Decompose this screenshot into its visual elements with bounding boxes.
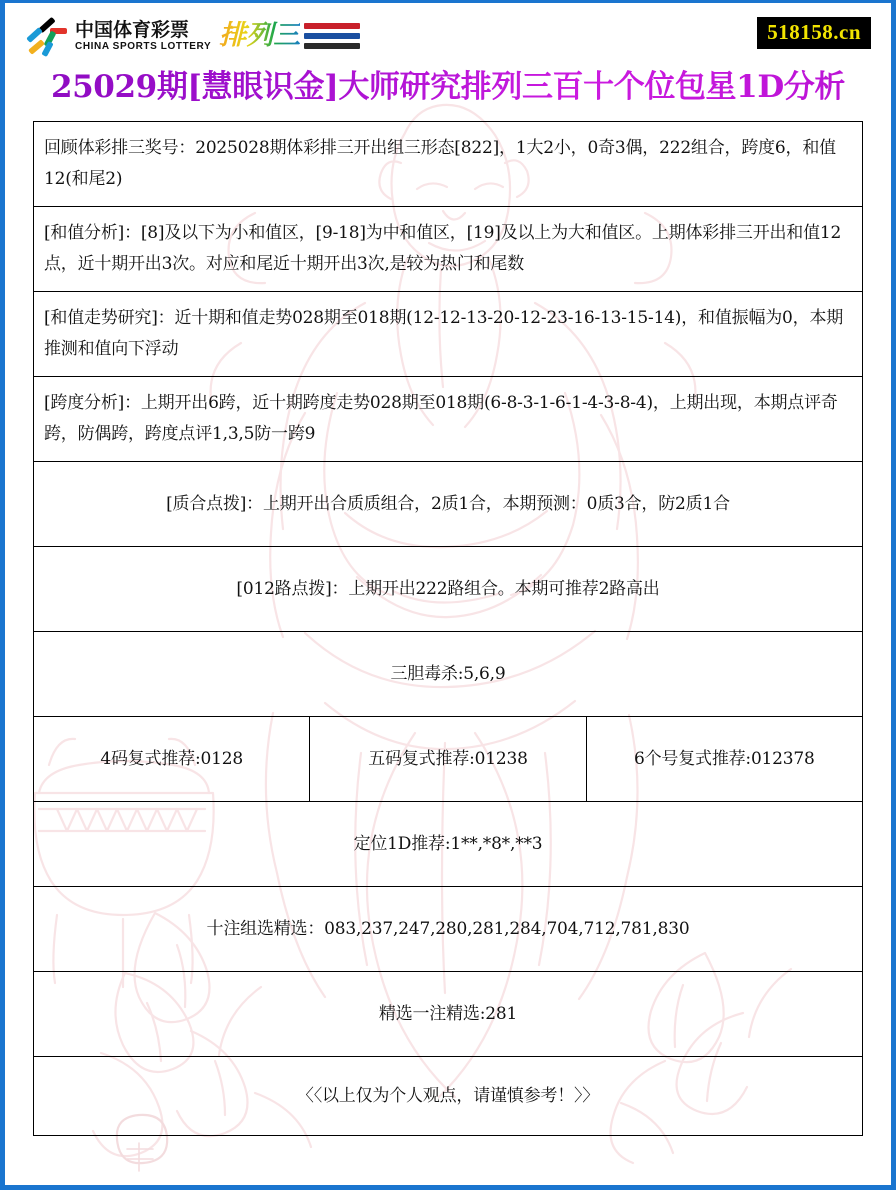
- table-row: [34, 802, 863, 887]
- cell-three-kill: 三胆毒杀:5,6,9: [34, 632, 863, 717]
- table-row: [34, 632, 863, 717]
- cell-sum-trend: [和值走势研究]：近十期和值走势028期至018期(12-12-13-20-12-23-16-13-15-14)，和值振幅为0，本期推测和值向下浮动: [34, 292, 863, 377]
- table-row: [34, 717, 863, 802]
- sports-lottery-mark-icon: [25, 16, 69, 56]
- logo-text-block: [75, 20, 211, 53]
- cell-route-012: [012路点拨]：上期开出222路组合。本期可推荐2路高出: [34, 547, 863, 632]
- cell-position-1d: 定位1D推荐:1**,*8*,**3: [34, 802, 863, 887]
- cell-sum-analysis: [和值分析]：[8]及以下为小和值区，[9-18]为中和值区，[19]及以上为大和值区。上期体彩排三开出和值12点，近十期开出3次。对应和尾近十期开出3次,是较为热门和尾数: [34, 207, 863, 292]
- page-title: 25029期[慧眼识金]大师研究排列三百十个位包星1D分析: [5, 65, 891, 113]
- cell-rec-4code: 4码复式推荐:0128: [34, 717, 310, 802]
- cell-rec-6code: 6个号复式推荐:012378: [586, 717, 862, 802]
- table-row: [34, 972, 863, 1057]
- table-row: [34, 1057, 863, 1136]
- cell-ten-groups: 十注组选精选：083,237,247,280,281,284,704,712,781,830: [34, 887, 863, 972]
- table-row: [34, 547, 863, 632]
- analysis-table: [33, 121, 863, 1136]
- site-domain-badge: 518158.cn: [757, 17, 871, 49]
- cell-rec-5code: 五码复式推荐:01238: [310, 717, 586, 802]
- logo-stripes-icon: [304, 16, 360, 56]
- cell-prime-composite: [质合点拨]：上期开出合质质组合，2质1合，本期预测：0质3合，防2质1合: [34, 462, 863, 547]
- lottery-logo: [25, 15, 360, 57]
- logo-english-name: CHINA SPORTS LOTTERY: [75, 40, 212, 52]
- table-row: [34, 292, 863, 377]
- cell-review: 回顾体彩排三奖号：2025028期体彩排三开出组三形态[822]，1大2小，0奇3偶，222组合，跨度6，和值12(和尾2): [34, 122, 863, 207]
- table-row: [34, 122, 863, 207]
- analysis-table-wrapper: [33, 121, 863, 1136]
- table-row: [34, 207, 863, 292]
- cell-span-analysis: [跨度分析]：上期开出6跨，近十期跨度走势028期至018期(6-8-3-1-6-1-4-3-8-4)，上期出现，本期点评奇跨，防偶跨，跨度点评1,3,5防一跨9: [34, 377, 863, 462]
- table-row: [34, 887, 863, 972]
- table-row: [34, 462, 863, 547]
- logo-chinese-name: 中国体育彩票: [75, 18, 190, 41]
- table-row: [34, 377, 863, 462]
- cell-disclaimer: 〈〈以上仅为个人观点，请谨慎参考！〉〉: [34, 1057, 863, 1136]
- site-header: [5, 3, 891, 65]
- logo-game-name: 排列三: [219, 16, 300, 56]
- cell-single-pick: 精选一注精选:281: [34, 972, 863, 1057]
